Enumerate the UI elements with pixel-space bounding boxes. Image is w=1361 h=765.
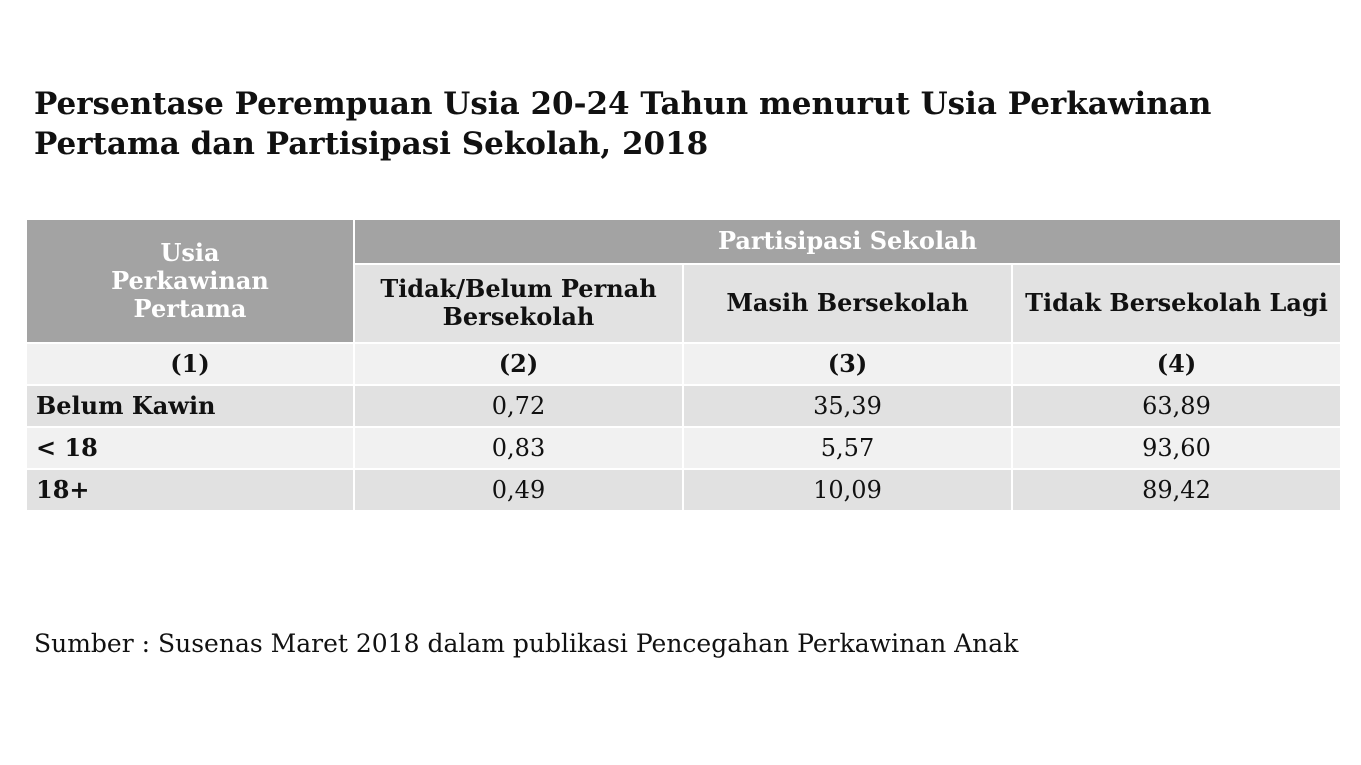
column-header-3 <box>1012 264 1341 343</box>
row-header-cell <box>26 219 354 343</box>
column-number: (3) <box>683 343 1012 385</box>
table-title: Persentase Perempuan Usia 20-24 Tahun menurut Usia Perkawinan Pertama dan Partisipasi Sekolah, 2018 <box>34 86 1212 162</box>
source-note: Sumber : Susenas Maret 2018 dalam publikasi Pencegahan Perkawinan Anak <box>34 629 1019 658</box>
group-header-label: Partisipasi Sekolah <box>717 226 978 256</box>
table-cell: 93,60 <box>1012 427 1341 469</box>
column-header-1 <box>354 264 683 343</box>
column-header-2 <box>683 264 1012 343</box>
table-cell: 0,83 <box>354 427 683 469</box>
column-number: (1) <box>26 343 354 385</box>
table-cell: 5,57 <box>683 427 1012 469</box>
table-cell: 10,09 <box>683 469 1012 511</box>
table-cell: 63,89 <box>1012 385 1341 427</box>
row-label: 18+ <box>26 469 354 511</box>
row-label: < 18 <box>26 427 354 469</box>
table-cell: 89,42 <box>1012 469 1341 511</box>
column-header-label: Tidak/Belum Pernah Bersekolah <box>380 274 657 332</box>
column-header-label: Masih Bersekolah <box>726 288 969 318</box>
data-table <box>25 218 1342 512</box>
table-cell: 35,39 <box>683 385 1012 427</box>
table-row <box>26 469 1341 511</box>
column-number: (2) <box>354 343 683 385</box>
table-row <box>26 427 1341 469</box>
group-header-cell <box>354 219 1341 264</box>
row-header-label: Usia Perkawinan Pertama <box>111 238 269 323</box>
column-number-row <box>26 343 1341 385</box>
row-label: Belum Kawin <box>26 385 354 427</box>
table-cell: 0,49 <box>354 469 683 511</box>
table-cell: 0,72 <box>354 385 683 427</box>
column-header-label: Tidak Bersekolah Lagi <box>1025 288 1328 318</box>
table-row <box>26 385 1341 427</box>
column-number: (4) <box>1012 343 1341 385</box>
